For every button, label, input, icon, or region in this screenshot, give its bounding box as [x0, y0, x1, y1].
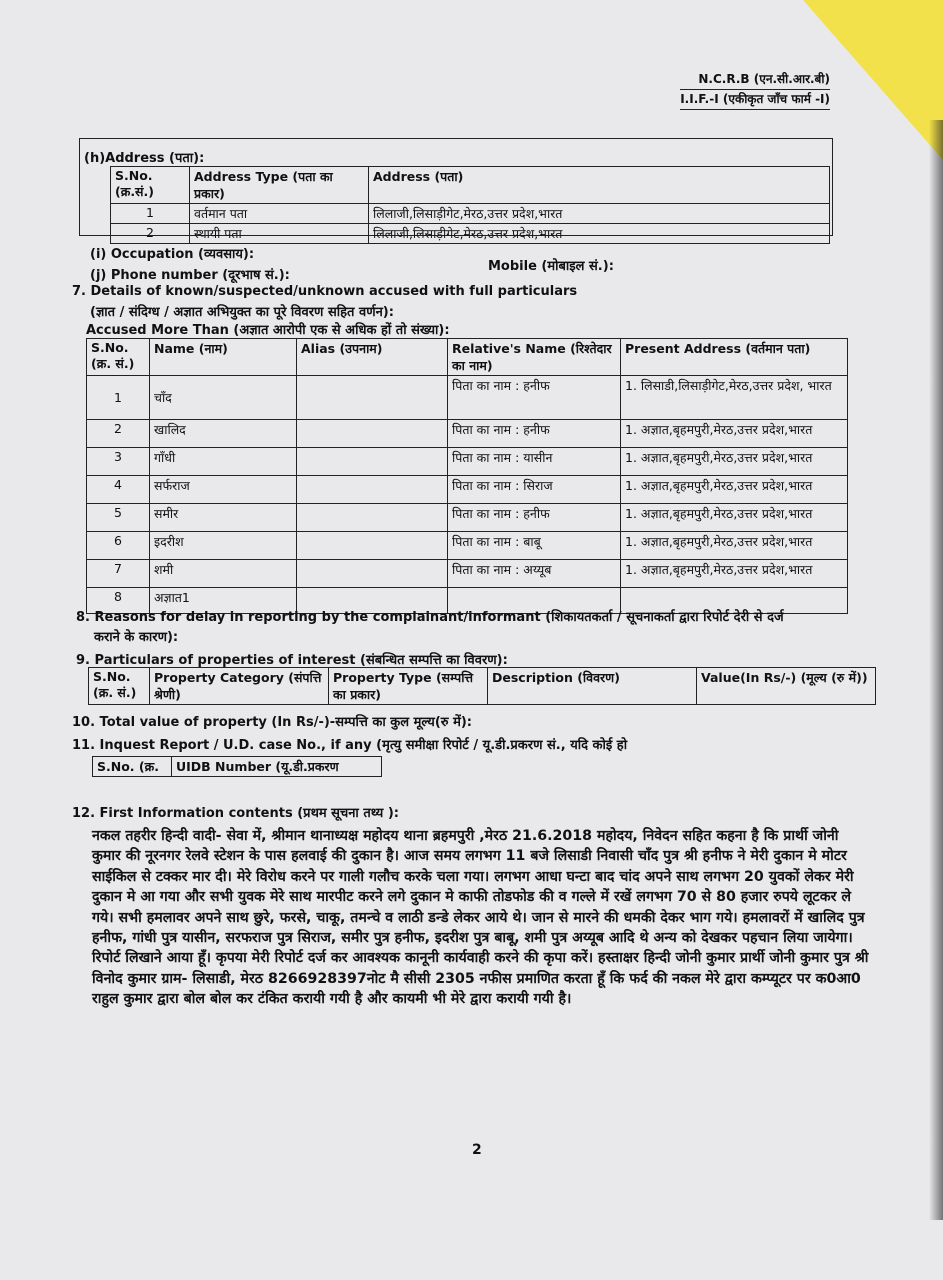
- accused-section-title: 7. Details of known/suspected/unknown accused with full particulars: [72, 284, 578, 299]
- occupation-label: (i) Occupation (व्यवसाय):: [90, 247, 255, 262]
- table-row: [87, 420, 848, 448]
- form-header: [680, 70, 830, 110]
- column-header: S.No.(क्र. सं.): [87, 339, 150, 376]
- table-cell: लिलाजी,लिसाड़ीगेट,मेरठ,उत्तर प्रदेश,भारत: [369, 204, 830, 224]
- table-cell: स्थायी पता: [190, 224, 369, 244]
- accused-address: 1. अज्ञात,बृहमपुरी,मेरठ,उत्तर प्रदेश,भारत: [621, 448, 848, 476]
- accused-name: चाँद: [150, 376, 297, 420]
- table-row: [87, 448, 848, 476]
- accused-relative: पिता का नाम : बाबू: [448, 532, 621, 560]
- accused-alias: [297, 476, 448, 504]
- accused-table-header: [87, 339, 848, 376]
- accused-relative: पिता का नाम : हनीफ: [448, 504, 621, 532]
- table-row: [87, 504, 848, 532]
- column-header: Name (नाम): [150, 339, 297, 376]
- property-section-title: 9. Particulars of properties of interest (संबन्धित सम्पत्ति का विवरण):: [76, 653, 508, 668]
- accused-relative: पिता का नाम : सिराज: [448, 476, 621, 504]
- table-row: [111, 204, 830, 224]
- column-header: Relative's Name (रिश्तेदार का नाम): [448, 339, 621, 376]
- table-row: [87, 376, 848, 420]
- mobile-label: Mobile (मोबाइल सं.):: [488, 259, 614, 274]
- accused-sno: 2: [87, 420, 150, 448]
- inquest-table-header: [93, 757, 382, 777]
- inquest-section-title: 11. Inquest Report / U.D. case No., if any (मृत्यु समीक्षा रिपोर्ट / यू.डी.प्रकरण सं., यदि कोई हो: [72, 738, 628, 753]
- table-cell: 2: [111, 224, 190, 244]
- table-row: [87, 560, 848, 588]
- accused-name: समीर: [150, 504, 297, 532]
- accused-alias: [297, 420, 448, 448]
- accused-address: 1. लिसाडी,लिसाड़ीगेट,मेरठ,उत्तर प्रदेश, भारत: [621, 376, 848, 420]
- accused-name: शमी: [150, 560, 297, 588]
- iif-label: I.I.F.-I (एकीकृत जाँच फार्म -I): [680, 90, 830, 110]
- accused-address: 1. अज्ञात,बृहमपुरी,मेरठ,उत्तर प्रदेश,भारत: [621, 532, 848, 560]
- accused-relative: पिता का नाम : अय्यूब: [448, 560, 621, 588]
- accused-alias: [297, 376, 448, 420]
- accused-relative: पिता का नाम : हनीफ: [448, 376, 621, 420]
- accused-name: गाँधी: [150, 448, 297, 476]
- table-cell: लिलाजी,लिसाड़ीगेट,मेरठ,उत्तर प्रदेश,भारत: [369, 224, 830, 244]
- accused-more-than-label: Accused More Than (अज्ञात आरोपी एक से अधिक हों तो संख्या):: [86, 323, 450, 338]
- property-table: [88, 667, 876, 705]
- table-row: [87, 532, 848, 560]
- accused-name: सर्फराज: [150, 476, 297, 504]
- column-header: Description (विवरण): [488, 668, 697, 705]
- address-table: [110, 166, 830, 244]
- accused-alias: [297, 504, 448, 532]
- column-header: Property Category (संपत्ति श्रेणी): [150, 668, 329, 705]
- accused-address: 1. अज्ञात,बृहमपुरी,मेरठ,उत्तर प्रदेश,भारत: [621, 504, 848, 532]
- page-number: 2: [472, 1142, 482, 1158]
- table-cell: वर्तमान पता: [190, 204, 369, 224]
- phone-label: (j) Phone number (दूरभाष सं.):: [90, 268, 290, 283]
- accused-table: [86, 338, 848, 614]
- accused-relative: पिता का नाम : हनीफ: [448, 420, 621, 448]
- column-header: UIDB Number (यू.डी.प्रकरण: [172, 757, 382, 777]
- accused-name: इदरीश: [150, 532, 297, 560]
- accused-section-subtitle: (ज्ञात / संदिग्ध / अज्ञात अभियुक्त का पूरे विवरण सहित वर्णन):: [90, 305, 394, 320]
- column-header: S.No. (क्र.: [93, 757, 172, 777]
- accused-sno: 8: [87, 588, 150, 614]
- table-cell: 1: [111, 204, 190, 224]
- address-table-header: [111, 167, 830, 204]
- column-header: Property Type (सम्पत्ति का प्रकार): [329, 668, 488, 705]
- table-row: [87, 476, 848, 504]
- column-header: Alias (उपनाम): [297, 339, 448, 376]
- accused-name: अज्ञात1: [150, 588, 297, 614]
- accused-sno: 1: [87, 376, 150, 420]
- fir-section-title: 12. First Information contents (प्रथम सूचना तथ्य ):: [72, 806, 399, 821]
- accused-alias: [297, 448, 448, 476]
- column-header: Address Type (पता का प्रकार): [190, 167, 369, 204]
- column-header: Value(In Rs/-) (मूल्य (रु में)): [697, 668, 876, 705]
- accused-sno: 7: [87, 560, 150, 588]
- inquest-table: [92, 756, 382, 777]
- delay-reason-title: 8. Reasons for delay in reporting by the complainant/informant (शिकायतकर्ता / सूचनाकर्ता द्वारा रिपोर्ट देरी से दर्ज: [76, 610, 784, 625]
- accused-name: खालिद: [150, 420, 297, 448]
- accused-relative: पिता का नाम : यासीन: [448, 448, 621, 476]
- accused-address: 1. अज्ञात,बृहमपुरी,मेरठ,उत्तर प्रदेश,भारत: [621, 420, 848, 448]
- column-header: S.No.(क्र.सं.): [111, 167, 190, 204]
- total-value-label: 10. Total value of property (In Rs/-)-सम्पत्ति का कुल मूल्य(रु में):: [72, 715, 472, 730]
- ncrb-label: N.C.R.B (एन.सी.आर.बी): [680, 70, 830, 90]
- accused-address: 1. अज्ञात,बृहमपुरी,मेरठ,उत्तर प्रदेश,भारत: [621, 560, 848, 588]
- column-header: Address (पता): [369, 167, 830, 204]
- column-header: S.No. (क्र. सं.): [89, 668, 150, 705]
- accused-alias: [297, 532, 448, 560]
- accused-sno: 3: [87, 448, 150, 476]
- column-header: Present Address (वर्तमान पता): [621, 339, 848, 376]
- accused-sno: 6: [87, 532, 150, 560]
- address-section-title: (h)Address (पता):: [84, 151, 205, 166]
- accused-address: 1. अज्ञात,बृहमपुरी,मेरठ,उत्तर प्रदेश,भारत: [621, 476, 848, 504]
- accused-sno: 5: [87, 504, 150, 532]
- table-row: [111, 224, 830, 244]
- paper-edge-shadow: [929, 120, 943, 1220]
- accused-alias: [297, 560, 448, 588]
- accused-sno: 4: [87, 476, 150, 504]
- delay-reason-title-continued: कराने के कारण):: [94, 630, 179, 645]
- property-table-header: [89, 668, 876, 705]
- fir-contents-text: नकल तहरीर हिन्दी वादी- सेवा में, श्रीमान थानाध्यक्ष महोदय थाना ब्रहमपुरी ,मेरठ 21.6.2018 महोदय, निवेदन सहित कहना है कि प्रार्थी जोनी कुमार की नूरनगर रेलवे स्टेशन के पास हलवाई की दुकान है। आज समय लगभग 11 बजे लिसाडी निवासी चाँद पुत्र श्री हनीफ ने मेरी दुकान मे मोटर साईकिल से टक्कर मार दी। मेरे विरोध करने पर गाली गलौच करके चला गया। लगभग आधा घन्टा बाद चांद अपने साथ लगभग 20 युवकों लेकर मेरी दुकान मे आ गया और सभी युवक मेरे साथ मारपीट करने लगे दुकान मे काफी तोडफोड की व गल्ले में रखें लगभग 70 से 80 हजार रुपये लूटकर ले गये। सभी हमलावर अपने साथ छुरे, फरसे, चाकू, तमन्चे व लाठी डन्डे लेकर आये थे। जान से मारने की धमकी देकर भाग गये। हमलावरों में खालिद पुत्र हनीफ, गांधी पुत्र यासीन, सरफराज पुत्र सिराज, समीर पुत्र हनीफ, इदरीश पुत्र बाबू, शमी पुत्र अय्यूब आदि थे अन्य को देखकर पहचान लिया जायेगा। रिपोर्ट लिखाने आया हूँ। कृपया मेरी रिपोर्ट दर्ज कर आवश्यक कानूनी कार्यवाही करने की कृपा करें। हस्ताक्षर हिन्दी जोनी कुमार प्रार्थी जोनी कुमार पुत्र श्री विनोद कुमार ग्राम- लिसाडी, मेरठ 8266928397नोट मै सीसी 2305 नफीस प्रमाणित करता हूँ कि फर्द की नकल मेरे द्वारा कम्प्यूटर पर क0आ0 राहुल कुमार द्वारा बोल बोल कर टंकित करायी गयी है और कायमी भी मेरे द्वारा करायी गयी है।: [92, 828, 869, 1008]
